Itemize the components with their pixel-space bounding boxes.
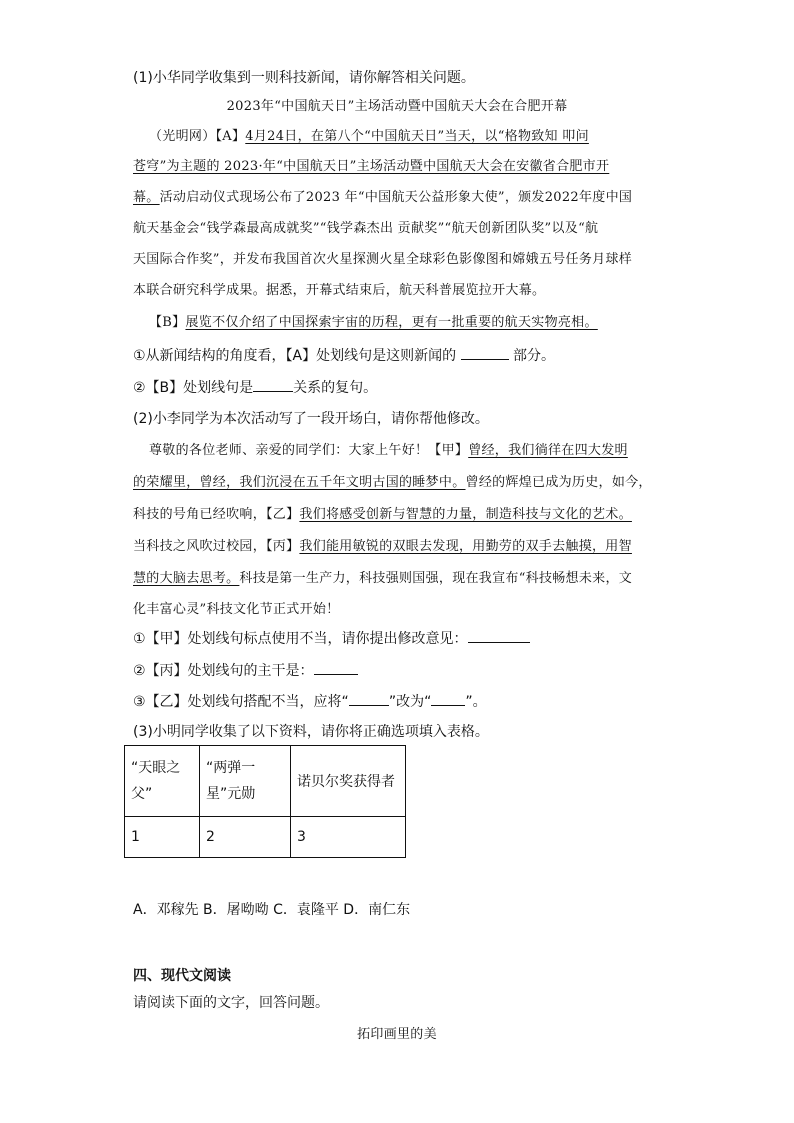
q3-intro: (3)小明同学收集了以下资料，请你将正确选项填入表格。	[133, 724, 489, 740]
q2-sub2	[133, 660, 358, 681]
table-row	[125, 817, 406, 858]
speech-line-2	[133, 473, 652, 493]
q1-sub1-text: ①从新闻结构的角度看，【A】处划线句是这则新闻的	[133, 348, 457, 364]
table-header-cell: 诺贝尔奖获得者	[291, 746, 406, 817]
answer-blank[interactable]	[468, 628, 530, 643]
speech-line-4	[133, 537, 632, 557]
news-b-underline: 展览不仅介绍了中国探索宇宙的历程，更有一批重要的航天实物亮相。	[185, 315, 598, 330]
answer-blank[interactable]	[314, 660, 358, 675]
speech-bing-underline-2: 慧的大脑去思考。	[133, 571, 240, 586]
table-cell[interactable]: 1	[125, 817, 200, 858]
speech-text: 当科技之风吹过校园，【丙】	[133, 539, 300, 554]
section-instruction: 请阅读下面的文字，回答问题。	[133, 995, 329, 1011]
speech-text: 尊敬的各位老师、亲爱的同学们：大家上午好！【甲】	[149, 443, 469, 458]
table-header-cell: “天眼之父”	[125, 746, 200, 817]
answer-blank[interactable]	[461, 345, 509, 360]
q2-sub2-text: ②【丙】处划线句的主干是：	[133, 663, 314, 679]
q1-sub2-text: ②【B】处划线句是	[133, 380, 254, 396]
q1-intro: (1)小华同学收集到一则科技新闻，请你解答相关问题。	[133, 70, 475, 86]
q2-sub3-mid: ”改为“	[388, 694, 432, 710]
speech-jia-underline-2: 的荣耀里，曾经，我们沉浸在五千年文明古国的睡梦中。	[133, 475, 466, 490]
section-heading: 四、现代文阅读	[133, 968, 231, 984]
speech-text: 曾经的辉煌已成为历史，如今，	[465, 475, 652, 490]
q1-sub2	[133, 377, 377, 398]
table-header-row	[125, 746, 406, 817]
speech-line-5	[133, 569, 632, 589]
speech-line-6: 化丰富心灵”科技文化节正式开始！	[133, 602, 340, 617]
q1-sub2-suffix: 关系的复句。	[293, 380, 378, 396]
news-b-tag: 【B】	[149, 315, 186, 330]
speech-line-1	[149, 441, 628, 461]
q2-sub1	[133, 628, 530, 649]
answer-blank[interactable]	[431, 691, 465, 706]
news-a-underline-3: 幕。	[133, 190, 160, 205]
answer-blank[interactable]	[253, 377, 293, 392]
q1-sub1-suffix: 部分。	[513, 348, 556, 364]
news-headline: 2023年“中国航天日”主场活动暨中国航天大会在合肥开幕	[226, 99, 568, 114]
news-line-3	[133, 188, 632, 208]
news-line-5: 天国际合作奖”，并发布我国首次火星探测火星全球彩色影像图和嫦娥五号任务月球样	[133, 252, 633, 267]
q2-sub3	[133, 691, 487, 712]
news-a-underline-2: 苍穹”为主题的 2023·年“中国航天日”主场活动暨中国航天大会在安徽省合肥市开	[133, 159, 610, 174]
q2-sub3-text: ③【乙】处划线句搭配不当，应将“	[133, 694, 349, 710]
news-a-underline-1: 4月24日，在第八个“中国航天日”当天，以“格物致知 叩问	[245, 129, 589, 144]
table-header-cell: “两弹一星”元勋	[200, 746, 291, 817]
news-line-6: 本联合研究科学成果。据悉，开幕式结束后，航天科普展览拉开大幕。	[133, 283, 546, 298]
answer-blank[interactable]	[349, 691, 389, 706]
speech-bing-underline-1: 我们能用敏锐的双眼去发现，用勤劳的双手去触摸，用智	[299, 539, 632, 554]
speech-text: 科技是第一生产力，科技强则国强，现在我宣布“科技畅想未来，文	[239, 571, 633, 586]
q2-intro: (2)小李同学为本次活动写了一段开场白，请你帮他修改。	[133, 411, 489, 427]
speech-line-3	[133, 505, 632, 525]
q2-sub1-text: ①【甲】处划线句标点使用不当，请你提出修改意见：	[133, 631, 468, 647]
q3-options: A．邓稼先 B．屠呦呦 C．袁隆平 D．南仁东	[133, 902, 411, 918]
table-cell[interactable]: 2	[200, 817, 291, 858]
speech-text: 科技的号角已经吹响，【乙】	[133, 507, 300, 522]
news-line-1	[149, 127, 589, 147]
news-line-2	[133, 157, 609, 177]
table-cell[interactable]: 3	[291, 817, 406, 858]
q2-sub3-end: ”。	[465, 694, 487, 710]
news-line-4: 航天基金会“钱学森最高成就奖”“钱学森杰出 贡献奖”“航天创新团队奖”以及“航	[133, 221, 599, 236]
news-text: 活动启动仪式现场公布了2023 年“中国航天公益形象大使”，颁发2022年度中国	[159, 190, 633, 205]
speech-jia-underline-1: 曾经，我们徜徉在四大发明	[468, 443, 628, 458]
answer-table	[124, 745, 406, 858]
news-source: （光明网）【A】	[149, 129, 246, 144]
news-b-line	[149, 313, 598, 333]
passage-title: 拓印画里的美	[357, 1027, 437, 1042]
speech-yi-underline: 我们将感受创新与智慧的力量，制造科技与文化的艺术。	[299, 507, 632, 522]
q1-sub1	[133, 345, 555, 366]
